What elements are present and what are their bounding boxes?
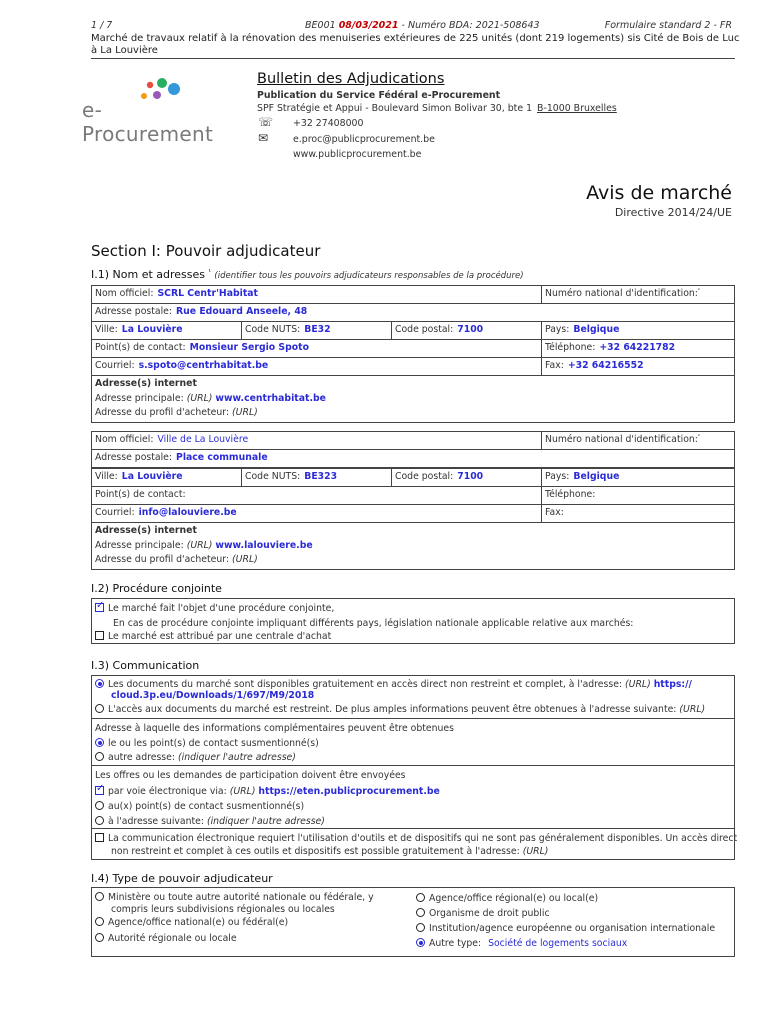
i3-offers-opt3-note: (indiquer l'autre adresse) (206, 816, 325, 827)
section-title: Section I: Pouvoir adjudicateur (91, 242, 321, 260)
entity2-email-cell (91, 504, 542, 523)
i2-option1 (95, 603, 334, 614)
header-divider (91, 58, 735, 59)
entity1-phone: +32 64221782 (599, 342, 676, 353)
entity2-country-cell (541, 468, 735, 487)
bulletin-city: B-1000 Bruxelles (537, 103, 617, 114)
i3-tools-checkbox[interactable] (95, 833, 104, 842)
label-profil: Adresse du profil d'acheteur: (95, 554, 230, 565)
label-fax: Fax: (545, 360, 564, 371)
entity2-natid-cell (541, 431, 735, 450)
i4-other-value: Société de logements sociaux (488, 938, 628, 949)
i4-left-label1: Ministère ou toute autre autorité nationale ou fédérale, y (108, 892, 374, 903)
entity2-address-cell (91, 449, 735, 468)
i3-info-contact-radio[interactable] (95, 738, 104, 747)
i3-info-opt2-label: autre adresse: (108, 752, 176, 763)
i3-info-option1 (95, 738, 319, 749)
label-courriel: Courriel: (95, 360, 135, 371)
i3-docs-free-radio[interactable] (95, 679, 104, 688)
i3-offers-electronic-checkbox[interactable] (95, 786, 104, 795)
entity1-country: Belgique (573, 324, 620, 335)
i3-docs-url-line2 (111, 690, 314, 701)
i3-restricted-url: (URL) (679, 704, 706, 715)
i4-public-body-radio[interactable] (416, 908, 425, 917)
page-number: 1 / 7 (91, 20, 113, 31)
entity1-phone-cell (541, 339, 735, 358)
form-type: Formulaire standard 2 - FR (604, 20, 732, 31)
entity1-postal: 7100 (457, 324, 484, 335)
i3-tools-line2 (111, 846, 548, 857)
label-postal: Code postal: (395, 324, 454, 335)
i3-tools-url: (URL) (522, 846, 549, 857)
i4-right-label4: Autre type: (429, 938, 482, 949)
entity2-email[interactable]: info@lalouviere.be (138, 507, 237, 518)
i3-offers-option2 (95, 801, 304, 812)
i3-restricted-radio[interactable] (95, 704, 104, 713)
label-ville: Ville: (95, 324, 118, 335)
fax-icon: ☏ (258, 115, 274, 129)
i3-docs-url-tag: (URL) (625, 679, 651, 690)
entity1-contact-cell (91, 339, 542, 358)
entity2-nuts-cell (241, 468, 392, 487)
label-nom: Nom officiel: (95, 288, 154, 299)
bulletin-phone: +32 27408000 (293, 118, 364, 129)
entity1-main-url-line (95, 393, 326, 404)
i3-offers-opt2-label: au(x) point(s) de contact susmentionné(s) (108, 801, 305, 812)
i4-left-label3: Autorité régionale ou locale (108, 933, 237, 944)
i2-opt1-label: Le marché fait l'objet d'une procédure conjointe, (108, 603, 335, 614)
i1-note: (identifier tous les pouvoirs adjudicateurs responsables de la procédure) (214, 271, 524, 281)
entity1-country-cell (541, 321, 735, 340)
label-nom: Nom officiel: (95, 434, 154, 445)
i3-info-title: Adresse à laquelle des informations complémentaires peuvent être obtenues (95, 723, 454, 734)
label-nuts: Code NUTS: (245, 324, 301, 335)
i3-info-other-radio[interactable] (95, 752, 104, 761)
label-tel: Téléphone: (545, 342, 596, 353)
i3-restricted-option (95, 704, 705, 715)
i4-regional-agency-radio[interactable] (416, 893, 425, 902)
entity2-postal: 7100 (457, 471, 484, 482)
i4-ministry-radio[interactable] (95, 892, 104, 901)
logo-text: e-Procurement (82, 98, 214, 146)
entity1-email-cell (91, 357, 542, 376)
entity2-name-cell (91, 431, 542, 450)
label-nuts: Code NUTS: (245, 471, 301, 482)
i3-offers-opt1-label: par voie électronique via: (108, 786, 227, 797)
i4-right-option3 (416, 923, 715, 934)
label-url: (URL) (186, 540, 213, 551)
i2-note: En cas de procédure conjointe impliquant différents pays, législation nationale applicable relative aux marchés: (113, 618, 634, 629)
i1-title: I.1) Nom et adresses (91, 268, 206, 281)
i3-offers-title: Les offres ou les demandes de participation doivent être envoyées (95, 770, 406, 781)
entity1-city: La Louvière (121, 324, 183, 335)
contract-title-line1: Marché de travaux relatif à la rénovation des menuiseries extérieures de 225 unités (dont 219 logements) sis Cité de Bois de Luc (91, 33, 740, 44)
notice-directive: Directive 2014/24/UE (614, 206, 732, 219)
i4-title: I.4) Type de pouvoir adjudicateur (91, 872, 273, 885)
label-pays: Pays: (545, 471, 570, 482)
entity1-nuts-cell (241, 321, 392, 340)
i4-regional-authority-radio[interactable] (95, 933, 104, 942)
entity2-internet-label: Adresse(s) internet (95, 525, 197, 536)
entity1-address-cell (91, 303, 735, 322)
i2-central-checkbox[interactable] (95, 631, 104, 640)
i3-info-option2 (95, 752, 296, 763)
label-natid: Numéro national d'identification: (545, 434, 698, 446)
notice-title: Avis de marché (586, 182, 732, 204)
i2-opt2-label: Le marché est attribué par une centrale d'achat (108, 631, 332, 642)
entity2-country: Belgique (573, 471, 620, 482)
label-url: (URL) (232, 554, 258, 565)
entity2-web[interactable]: www.lalouviere.be (215, 540, 313, 551)
entity2-city-cell (91, 468, 242, 487)
i4-left-option3 (95, 933, 237, 944)
label-ville: Ville: (95, 471, 118, 482)
label-contact: Point(s) de contact: (95, 342, 186, 353)
entity1-profile-line (95, 407, 258, 418)
entity1-natid-cell (541, 285, 735, 304)
i4-right-label2: Organisme de droit public (429, 908, 550, 919)
entity1-address: Rue Edouard Anseele, 48 (176, 306, 308, 317)
i3-tools-text2: non restreint et complet à ces outils et dispositifs est possible gratuitement à l'adresse: (111, 846, 520, 857)
i3-offers-opt3-label: à l'adresse suivante: (108, 816, 204, 827)
entity1-fax-cell (541, 357, 735, 376)
i4-right-option2 (416, 908, 550, 919)
label-adresse: Adresse postale: (95, 306, 173, 317)
i4-eu-institution-radio[interactable] (416, 923, 425, 932)
i3-restricted-text: L'accès aux documents du marché est restreint. De plus amples informations peuvent être obtenues à l'adresse suivante: (108, 704, 677, 715)
label-principale: Adresse principale: (95, 393, 184, 404)
i4-right-label3: Institution/agence européenne ou organisation internationale (429, 923, 716, 934)
i3-docs-option (95, 679, 692, 690)
entity1-internet-label: Adresse(s) internet (95, 378, 197, 389)
i4-right-option1 (416, 893, 598, 904)
entity1-fax: +32 64216552 (567, 360, 644, 371)
label-postal: Code postal: (395, 471, 454, 482)
i4-left-label2: Agence/office national(e) ou fédéral(e) (108, 917, 289, 928)
label-profil: Adresse du profil d'acheteur: (95, 407, 230, 418)
i3-offers-url[interactable]: https://eten.publicprocurement.be (258, 786, 440, 797)
entity2-contact-cell (91, 486, 542, 505)
label-pays: Pays: (545, 324, 570, 335)
entity2-address: Place communale (176, 452, 268, 463)
publication-date: 08/03/2021 (338, 20, 399, 31)
i4-national-agency-radio[interactable] (95, 917, 104, 926)
entity2-name: Ville de La Louvière (157, 434, 249, 445)
label-contact: Point(s) de contact: (95, 489, 186, 500)
label-tel: Téléphone: (545, 489, 596, 500)
entity1-contact: Monsieur Sergio Spoto (189, 342, 309, 353)
label-url: (URL) (186, 393, 213, 404)
i2-title: I.2) Procédure conjointe (91, 582, 222, 595)
i3-offers-address-radio[interactable] (95, 816, 104, 825)
entity1-city-cell (91, 321, 242, 340)
eprocurement-logo (82, 76, 222, 146)
i3-info-opt1-label: le ou les point(s) de contact susmentionné(s) (108, 738, 319, 749)
label-principale: Adresse principale: (95, 540, 184, 551)
natid-sup: ² (697, 434, 700, 440)
i1-sup: ¹ (208, 268, 211, 276)
entity2-main-url-line (95, 540, 313, 551)
i3-offers-contact-radio[interactable] (95, 801, 104, 810)
entity2-city: La Louvière (121, 471, 183, 482)
label-courriel: Courriel: (95, 507, 135, 518)
i3-offers-url-tag: (URL) (229, 786, 256, 797)
i3-docs-url-part2[interactable]: cloud.3p.eu/Downloads/1/697/M9/2018 (111, 690, 315, 701)
bulletin-subtitle: Publication du Service Fédéral e-Procurement (257, 90, 501, 101)
i3-tools-text1: La communication électronique requiert l'utilisation d'outils et de dispositifs qui ne sont pas généralement disponibles. Un accès direct (108, 833, 738, 844)
i1-heading (91, 268, 524, 281)
entity1-web[interactable]: www.centrhabitat.be (215, 393, 326, 404)
i3-info-opt2-note: (indiquer l'autre adresse) (177, 752, 296, 763)
mail-icon: ✉ (258, 131, 269, 145)
entity1-postal-cell (391, 321, 542, 340)
entity2-postal-cell (391, 468, 542, 487)
label-fax: Fax: (545, 507, 564, 518)
doc-reference (305, 20, 540, 31)
entity2-fax-cell (541, 504, 735, 523)
i3-tools-line1 (95, 833, 737, 844)
i3-docs-url-part1[interactable]: https:// (653, 679, 692, 690)
i4-right-option4 (416, 938, 627, 949)
bda-number: - Numéro BDA: 2021-508643 (401, 20, 540, 31)
entity1-name: SCRL Centr'Habitat (157, 288, 258, 299)
label-adresse: Adresse postale: (95, 452, 173, 463)
bulletin-web[interactable]: www.publicprocurement.be (293, 149, 422, 160)
entity2-phone-cell (541, 486, 735, 505)
label-url: (URL) (232, 407, 258, 418)
i3-offers-option3 (95, 816, 325, 827)
bulletin-address: SPF Stratégie et Appui - Boulevard Simon Bolivar 30, bte 1 (257, 103, 533, 114)
i3-offers-option1 (95, 786, 440, 797)
i2-joint-checkbox[interactable] (95, 603, 104, 612)
i3-title: I.3) Communication (91, 659, 200, 672)
doc-id: BE001 (305, 20, 336, 31)
label-natid: Numéro national d'identification: (545, 288, 698, 300)
entity1-email[interactable]: s.spoto@centrhabitat.be (138, 360, 269, 371)
i3-docs-text: Les documents du marché sont disponibles gratuitement en accès direct non restreint et complet, à l'adresse: (108, 679, 623, 690)
entity2-profile-line (95, 554, 258, 565)
natid-sup: ² (697, 288, 700, 294)
i4-other-type-radio[interactable] (416, 938, 425, 947)
entity1-nuts: BE32 (304, 324, 331, 335)
i4-left-option1-cont: compris leurs subdivisions régionales ou locales (111, 904, 335, 915)
i4-left-option2 (95, 917, 288, 928)
entity1-name-cell (91, 285, 542, 304)
entity2-nuts: BE323 (304, 471, 338, 482)
i4-right-label1: Agence/office régional(e) ou local(e) (429, 893, 599, 904)
contract-title-line2: à La Louvière (91, 45, 158, 56)
bulletin-email[interactable]: e.proc@publicprocurement.be (293, 134, 435, 145)
i4-left-option1 (95, 892, 374, 903)
bulletin-title: Bulletin des Adjudications (257, 71, 445, 87)
i2-option2 (95, 631, 331, 642)
